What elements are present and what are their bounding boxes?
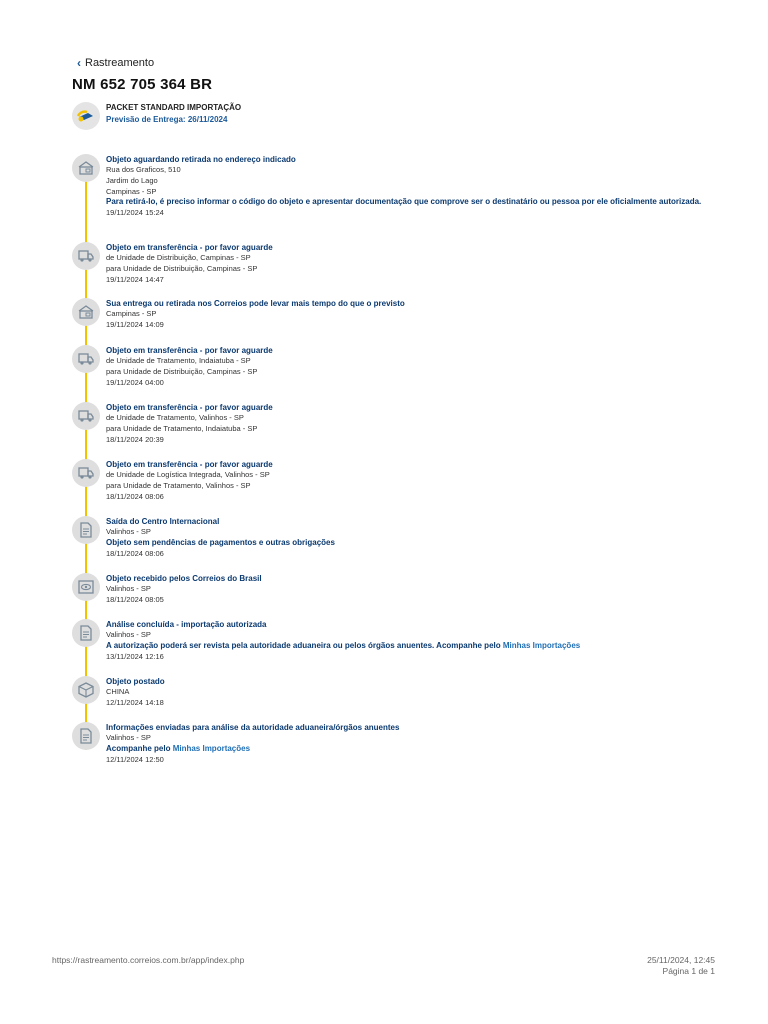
event-datetime: 19/11/2024 15:24 [106, 208, 164, 218]
event-title: Análise concluída - importação autorizada [106, 620, 267, 629]
event-datetime: 18/11/2024 20:39 [106, 434, 164, 444]
event-notice: Objeto sem pendências de pagamentos e outras obrigações [106, 537, 335, 547]
forecast-label: Previsão de Entrega: [106, 115, 186, 124]
packet-service-icon [72, 102, 100, 130]
chevron-left-icon: ‹ [77, 56, 81, 70]
event-location-line: para Unidade de Distribuição, Campinas - SP [106, 263, 258, 273]
event-datetime: 13/11/2024 12:16 [106, 651, 164, 661]
event-location-line: de Unidade de Tratamento, Indaiatuba - SP [106, 356, 251, 365]
event-details [106, 242, 273, 285]
timeline-event [72, 345, 712, 388]
event-details [106, 619, 580, 662]
event-location-line: Jardim do Lago [106, 175, 158, 185]
event-details [106, 402, 273, 445]
event-details [106, 459, 273, 502]
event-title: Sua entrega ou retirada nos Correios pode levar mais tempo do que o previsto [106, 299, 405, 308]
timeline-event [72, 242, 712, 285]
event-datetime: 19/11/2024 14:47 [106, 274, 164, 284]
event-details [106, 345, 273, 388]
event-datetime: 19/11/2024 14:09 [106, 319, 164, 329]
delivery-forecast [106, 114, 241, 125]
event-location-line: de Unidade de Distribuição, Campinas - SP [106, 253, 251, 262]
event-location-line: Rua dos Graficos, 510 [106, 165, 181, 174]
event-title: Objeto em transferência - por favor aguarde [106, 403, 273, 412]
timeline-event [72, 676, 712, 709]
event-details [106, 722, 399, 765]
event-notice: A autorização poderá ser revista pela autoridade aduaneira ou pelos órgãos anuentes. Acompanhe pelo Minhas Importações [106, 640, 581, 650]
event-notice: Para retirá-lo, é preciso informar o código do objeto e apresentar documentação que comprove ser o destinatário ou pessoa por ele oficialmente autorizada. [106, 197, 702, 207]
event-title: Objeto recebido pelos Correios do Brasil [106, 574, 262, 583]
forecast-date: 26/11/2024 [187, 115, 228, 124]
timeline-event [72, 619, 712, 662]
event-details [106, 676, 165, 709]
timeline-event [72, 298, 712, 331]
timeline-event [72, 722, 712, 765]
back-link-label: Rastreamento [85, 57, 155, 69]
service-info [72, 102, 241, 130]
event-datetime: 12/11/2024 12:50 [106, 754, 164, 764]
event-title: Objeto em transferência - por favor aguarde [106, 460, 273, 469]
event-title: Informações enviadas para análise da autoridade aduaneira/órgãos anuentes [106, 723, 400, 732]
truck-icon [72, 242, 100, 270]
event-datetime: 19/11/2024 04:00 [106, 377, 164, 387]
timeline-event [72, 459, 712, 502]
event-details [106, 516, 335, 559]
post-office-icon [72, 154, 100, 182]
service-name: PACKET STANDARD IMPORTAÇÃO [106, 103, 242, 112]
event-location-line: para Unidade de Distribuição, Campinas - SP [106, 366, 258, 376]
timeline-event [72, 516, 712, 559]
event-location-line: Valinhos - SP [106, 733, 151, 742]
event-datetime: 18/11/2024 08:06 [106, 548, 164, 558]
minhas-importacoes-link[interactable]: Minhas Importações [502, 640, 581, 650]
event-title: Objeto aguardando retirada no endereço indicado [106, 155, 296, 164]
event-location-line: Campinas - SP [106, 309, 157, 318]
footer-url: https://rastreamento.correios.com.br/app/index.php [52, 955, 245, 965]
event-notice: Acompanhe pelo Minhas Importações [106, 743, 251, 753]
event-location-line: para Unidade de Tratamento, Indaiatuba - SP [106, 423, 258, 433]
package-icon [72, 676, 100, 704]
event-location-line: para Unidade de Tratamento, Valinhos - SP [106, 480, 251, 490]
footer-meta [647, 955, 715, 977]
page-number: Página 1 de 1 [662, 966, 715, 976]
event-datetime: 18/11/2024 08:06 [106, 491, 164, 501]
event-title: Objeto postado [106, 677, 165, 686]
event-details [106, 298, 405, 331]
event-location-line: Campinas - SP [106, 186, 157, 196]
document-icon [72, 516, 100, 544]
event-location-line: de Unidade de Tratamento, Valinhos - SP [106, 413, 244, 422]
document-icon [72, 722, 100, 750]
event-location-line: CHINA [106, 687, 130, 696]
timeline-event [72, 402, 712, 445]
timeline-event [72, 573, 712, 606]
truck-icon [72, 459, 100, 487]
event-title: Objeto em transferência - por favor aguarde [106, 243, 273, 252]
event-details [106, 573, 262, 606]
post-office-icon [72, 298, 100, 326]
document-icon [72, 619, 100, 647]
event-location-line: Valinhos - SP [106, 630, 151, 639]
truck-icon [72, 402, 100, 430]
event-title: Saída do Centro Internacional [106, 517, 220, 526]
event-location-line: Valinhos - SP [106, 584, 151, 593]
printed-at: 25/11/2024, 12:45 [647, 955, 715, 965]
event-datetime: 12/11/2024 14:18 [106, 697, 164, 707]
back-link[interactable] [77, 56, 154, 70]
truck-icon [72, 345, 100, 373]
box-eye-icon [72, 573, 100, 601]
event-location-line: de Unidade de Logística Integrada, Valinhos - SP [106, 470, 270, 479]
event-details [106, 154, 701, 219]
event-datetime: 18/11/2024 08:05 [106, 594, 164, 604]
event-title: Objeto em transferência - por favor aguarde [106, 346, 273, 355]
timeline-event [72, 154, 712, 219]
minhas-importacoes-link[interactable]: Minhas Importações [172, 743, 251, 753]
event-location-line: Valinhos - SP [106, 527, 151, 536]
tracking-code: NM 652 705 364 BR [72, 76, 213, 93]
